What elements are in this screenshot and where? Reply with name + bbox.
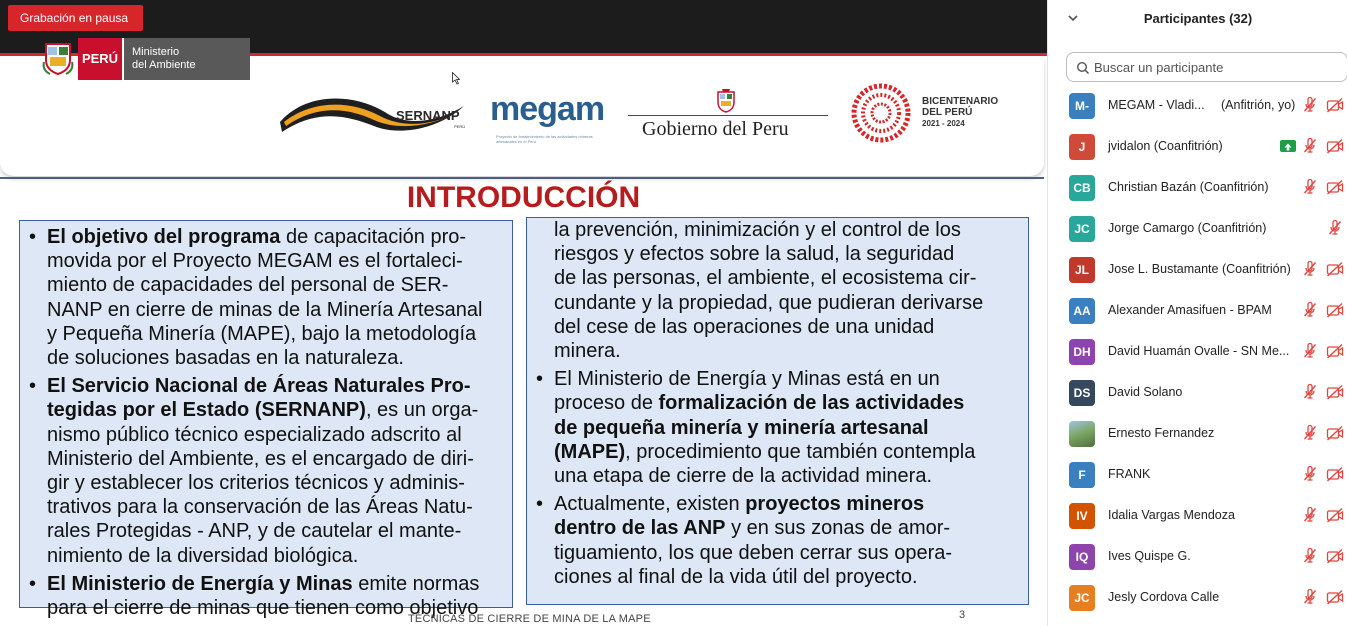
avatar: DH <box>1069 339 1095 365</box>
mic-muted-icon[interactable] <box>1302 548 1318 564</box>
bullet-objetivo-text: de capacitación pro- movida por el Proyecto MEGAM es el fortaleci- miento de capacidades del personal de SER- NANP en cierre de minas de la Minería Artesanal y Pequeña Minería (MAPE), bajo la metodología de soluciones basadas en la naturaleza. <box>47 226 483 370</box>
participant-name: MEGAM - Vladi... <box>1108 98 1205 112</box>
slide-title: INTRODUCCIÓN <box>406 181 641 214</box>
gobierno-divider <box>628 115 828 116</box>
search-icon <box>1076 61 1090 75</box>
slide-page-number: 3 <box>959 609 966 621</box>
participant-row[interactable] <box>1048 126 1347 167</box>
participants-title: Participantes (32) <box>1143 11 1253 26</box>
mic-muted-icon[interactable] <box>1302 466 1318 482</box>
mic-muted-icon[interactable] <box>1302 261 1318 277</box>
participant-name: David Solano <box>1108 385 1183 399</box>
bullet-proyectos <box>535 492 1020 589</box>
participant-name: Jose L. Bustamante (Coanfitrión) <box>1108 262 1291 276</box>
participant-row[interactable] <box>1048 167 1347 208</box>
participant-search[interactable] <box>1066 52 1347 82</box>
bicentenario-line2: DEL PERÚ <box>922 107 973 118</box>
participant-name: FRANK <box>1108 467 1151 481</box>
peru-shield-icon <box>42 42 74 76</box>
bullet-formalizacion-pre: El Ministerio de Energía y Minas está en un proceso de <box>554 368 940 415</box>
peru-coat-of-arms-icon <box>714 88 738 114</box>
participant-row[interactable] <box>1048 208 1347 249</box>
logo-ministerio-ambiente <box>42 38 250 80</box>
mic-muted-icon[interactable] <box>1302 179 1318 195</box>
slide-left-column <box>19 220 513 620</box>
mic-muted-icon[interactable] <box>1302 384 1318 400</box>
bullet-sernanp-text: , es un orga- nismo público técnico especializado adscrito al Ministerio del Ambiente, es el encargado de diri- gir y establecer los criterios técnicos y adminis- trativos para la conservación de las Áreas Natu- rales Protegidas - ANP, y de cautelar el mante- nimiento de la diversidad biológica. <box>47 399 479 567</box>
bullet-sernanp <box>28 374 504 568</box>
avatar: IV <box>1069 503 1095 529</box>
sernanp-label: SERNANP <box>396 108 460 123</box>
participants-panel <box>1047 0 1347 626</box>
video-off-icon[interactable] <box>1326 343 1344 359</box>
video-off-icon[interactable] <box>1326 589 1344 605</box>
gobierno-label: Gobierno del Peru <box>642 118 789 140</box>
participant-name: Jorge Camargo (Coanfitrión) <box>1108 221 1267 235</box>
video-off-icon[interactable] <box>1326 466 1344 482</box>
bicentenario-emblem-icon <box>850 82 912 144</box>
participant-name: Idalia Vargas Mendoza <box>1108 508 1235 522</box>
bullet-formalizacion-bold: formalización de las actividades de pequeña minería y minería artesanal (MAPE) <box>554 392 965 463</box>
participant-name: Jesly Cordova Calle <box>1108 590 1220 604</box>
bullet-sernanp-bold: El Servicio Nacional de Áreas Naturales Pro- tegidas por el Estado (SERNANP) <box>47 375 471 422</box>
participant-row[interactable] <box>1048 372 1347 413</box>
megam-label: megam <box>490 90 605 128</box>
participant-row[interactable] <box>1048 331 1347 372</box>
participant-row[interactable] <box>1048 454 1347 495</box>
search-input[interactable] <box>1094 58 1340 76</box>
mic-muted-icon[interactable] <box>1302 302 1318 318</box>
participant-row[interactable] <box>1048 85 1347 126</box>
bullet-proyectos-bold: proyectos mineros dentro de las ANP <box>554 493 925 540</box>
mouse-pointer-icon <box>452 72 460 85</box>
bullet-objetivo-bold: El objetivo del programa <box>47 226 281 248</box>
participant-role: (Anfitrión, yo) <box>1221 98 1296 112</box>
avatar: M- <box>1069 93 1095 119</box>
minam-peru-label: PERÚ <box>78 38 122 80</box>
megam-tagline: Proyecto de fortalecimiento de las actividades mineras artesanales en el Perú <box>496 134 593 144</box>
slide-footer: TÉCNICAS DE CIERRE DE MINA DE LA MAPE <box>408 613 651 625</box>
avatar: AA <box>1069 298 1095 324</box>
bullet-minem-continuation <box>535 218 1020 363</box>
avatar: JL <box>1069 257 1095 283</box>
logo-gobierno-peru <box>628 88 828 144</box>
logo-bicentenario <box>850 82 1015 144</box>
bullet-minem-text: emite normas para el cierre de minas que tienen como objetivo <box>47 572 480 620</box>
participants-list <box>1048 85 1347 618</box>
participant-name: Christian Bazán (Coanfitrión) <box>1108 180 1269 194</box>
participant-name: Ernesto Fernandez <box>1108 426 1215 440</box>
sernanp-sub-label: PERÚ <box>454 124 466 129</box>
video-off-icon[interactable] <box>1326 179 1344 195</box>
avatar: F <box>1069 462 1095 488</box>
screen-share-icon <box>1280 140 1296 152</box>
bullet-formalizacion <box>535 367 1020 488</box>
video-off-icon[interactable] <box>1326 97 1344 113</box>
minam-ministry-label: Ministerio del Ambiente <box>122 38 250 80</box>
continuation-text: la prevención, minimización y el control de los riesgos y efectos sobre la salud, la seguridad de las personas, el ambiente, el ecosistema cir- cundante y la propiedad, que pudieran derivarse del cese de las operaciones de una unidad minera. <box>554 219 984 363</box>
video-off-icon[interactable] <box>1326 302 1344 318</box>
avatar: JC <box>1069 216 1095 242</box>
bullet-proyectos-pre: Actualmente, existen <box>554 493 746 516</box>
bullet-proyectos-post: y en sus zonas de amor- tiguamiento, los que deben cerrar sus opera- ciones al final de la vida útil del proyecto. <box>554 517 953 588</box>
avatar <box>1069 421 1095 447</box>
mic-muted-icon[interactable] <box>1302 589 1318 605</box>
bicentenario-label <box>922 96 998 129</box>
band-divider <box>0 177 1044 179</box>
mic-muted-icon[interactable] <box>1302 425 1318 441</box>
avatar: JC <box>1069 585 1095 611</box>
video-off-icon[interactable] <box>1326 384 1344 400</box>
avatar: CB <box>1069 175 1095 201</box>
mic-muted-icon[interactable] <box>1302 343 1318 359</box>
video-off-icon[interactable] <box>1326 138 1344 154</box>
slide-right-column <box>526 217 1029 605</box>
video-off-icon[interactable] <box>1326 425 1344 441</box>
logo-megam <box>490 90 612 152</box>
participant-name: jvidalon (Coanfitrión) <box>1108 139 1223 153</box>
video-off-icon[interactable] <box>1326 261 1344 277</box>
participant-row[interactable] <box>1048 413 1347 454</box>
participant-name: David Huamán Ovalle - SN Me... <box>1108 344 1290 358</box>
participants-header <box>1048 0 1347 40</box>
mic-muted-icon[interactable] <box>1302 97 1318 113</box>
logo-sernanp <box>278 92 468 144</box>
video-off-icon[interactable] <box>1326 548 1344 564</box>
participant-row[interactable] <box>1048 577 1347 618</box>
recording-paused-badge[interactable]: Grabación en pausa <box>8 5 143 31</box>
avatar: IQ <box>1069 544 1095 570</box>
bullet-formalizacion-post: , procedimiento que también contempla una etapa de cierre de la actividad minera. <box>554 440 976 488</box>
participant-row[interactable] <box>1048 290 1347 331</box>
bicentenario-line1: BICENTENARIO <box>922 96 999 107</box>
avatar: DS <box>1069 380 1095 406</box>
mic-muted-icon[interactable] <box>1302 138 1318 154</box>
participant-name: Alexander Amasifuen - BPAM <box>1108 303 1272 317</box>
participant-row[interactable] <box>1048 495 1347 536</box>
participant-name: Ives Quispe G. <box>1108 549 1191 563</box>
participant-row[interactable] <box>1048 249 1347 290</box>
bullet-objetivo <box>28 225 504 370</box>
bullet-minem-bold: El Ministerio de Energía y Minas <box>47 572 353 595</box>
mic-muted-icon[interactable] <box>1327 220 1343 236</box>
participant-row[interactable] <box>1048 536 1347 577</box>
bicentenario-years: 2021 - 2024 <box>922 119 965 128</box>
avatar: J <box>1069 134 1095 160</box>
video-off-icon[interactable] <box>1326 507 1344 523</box>
mic-muted-icon[interactable] <box>1302 507 1318 523</box>
